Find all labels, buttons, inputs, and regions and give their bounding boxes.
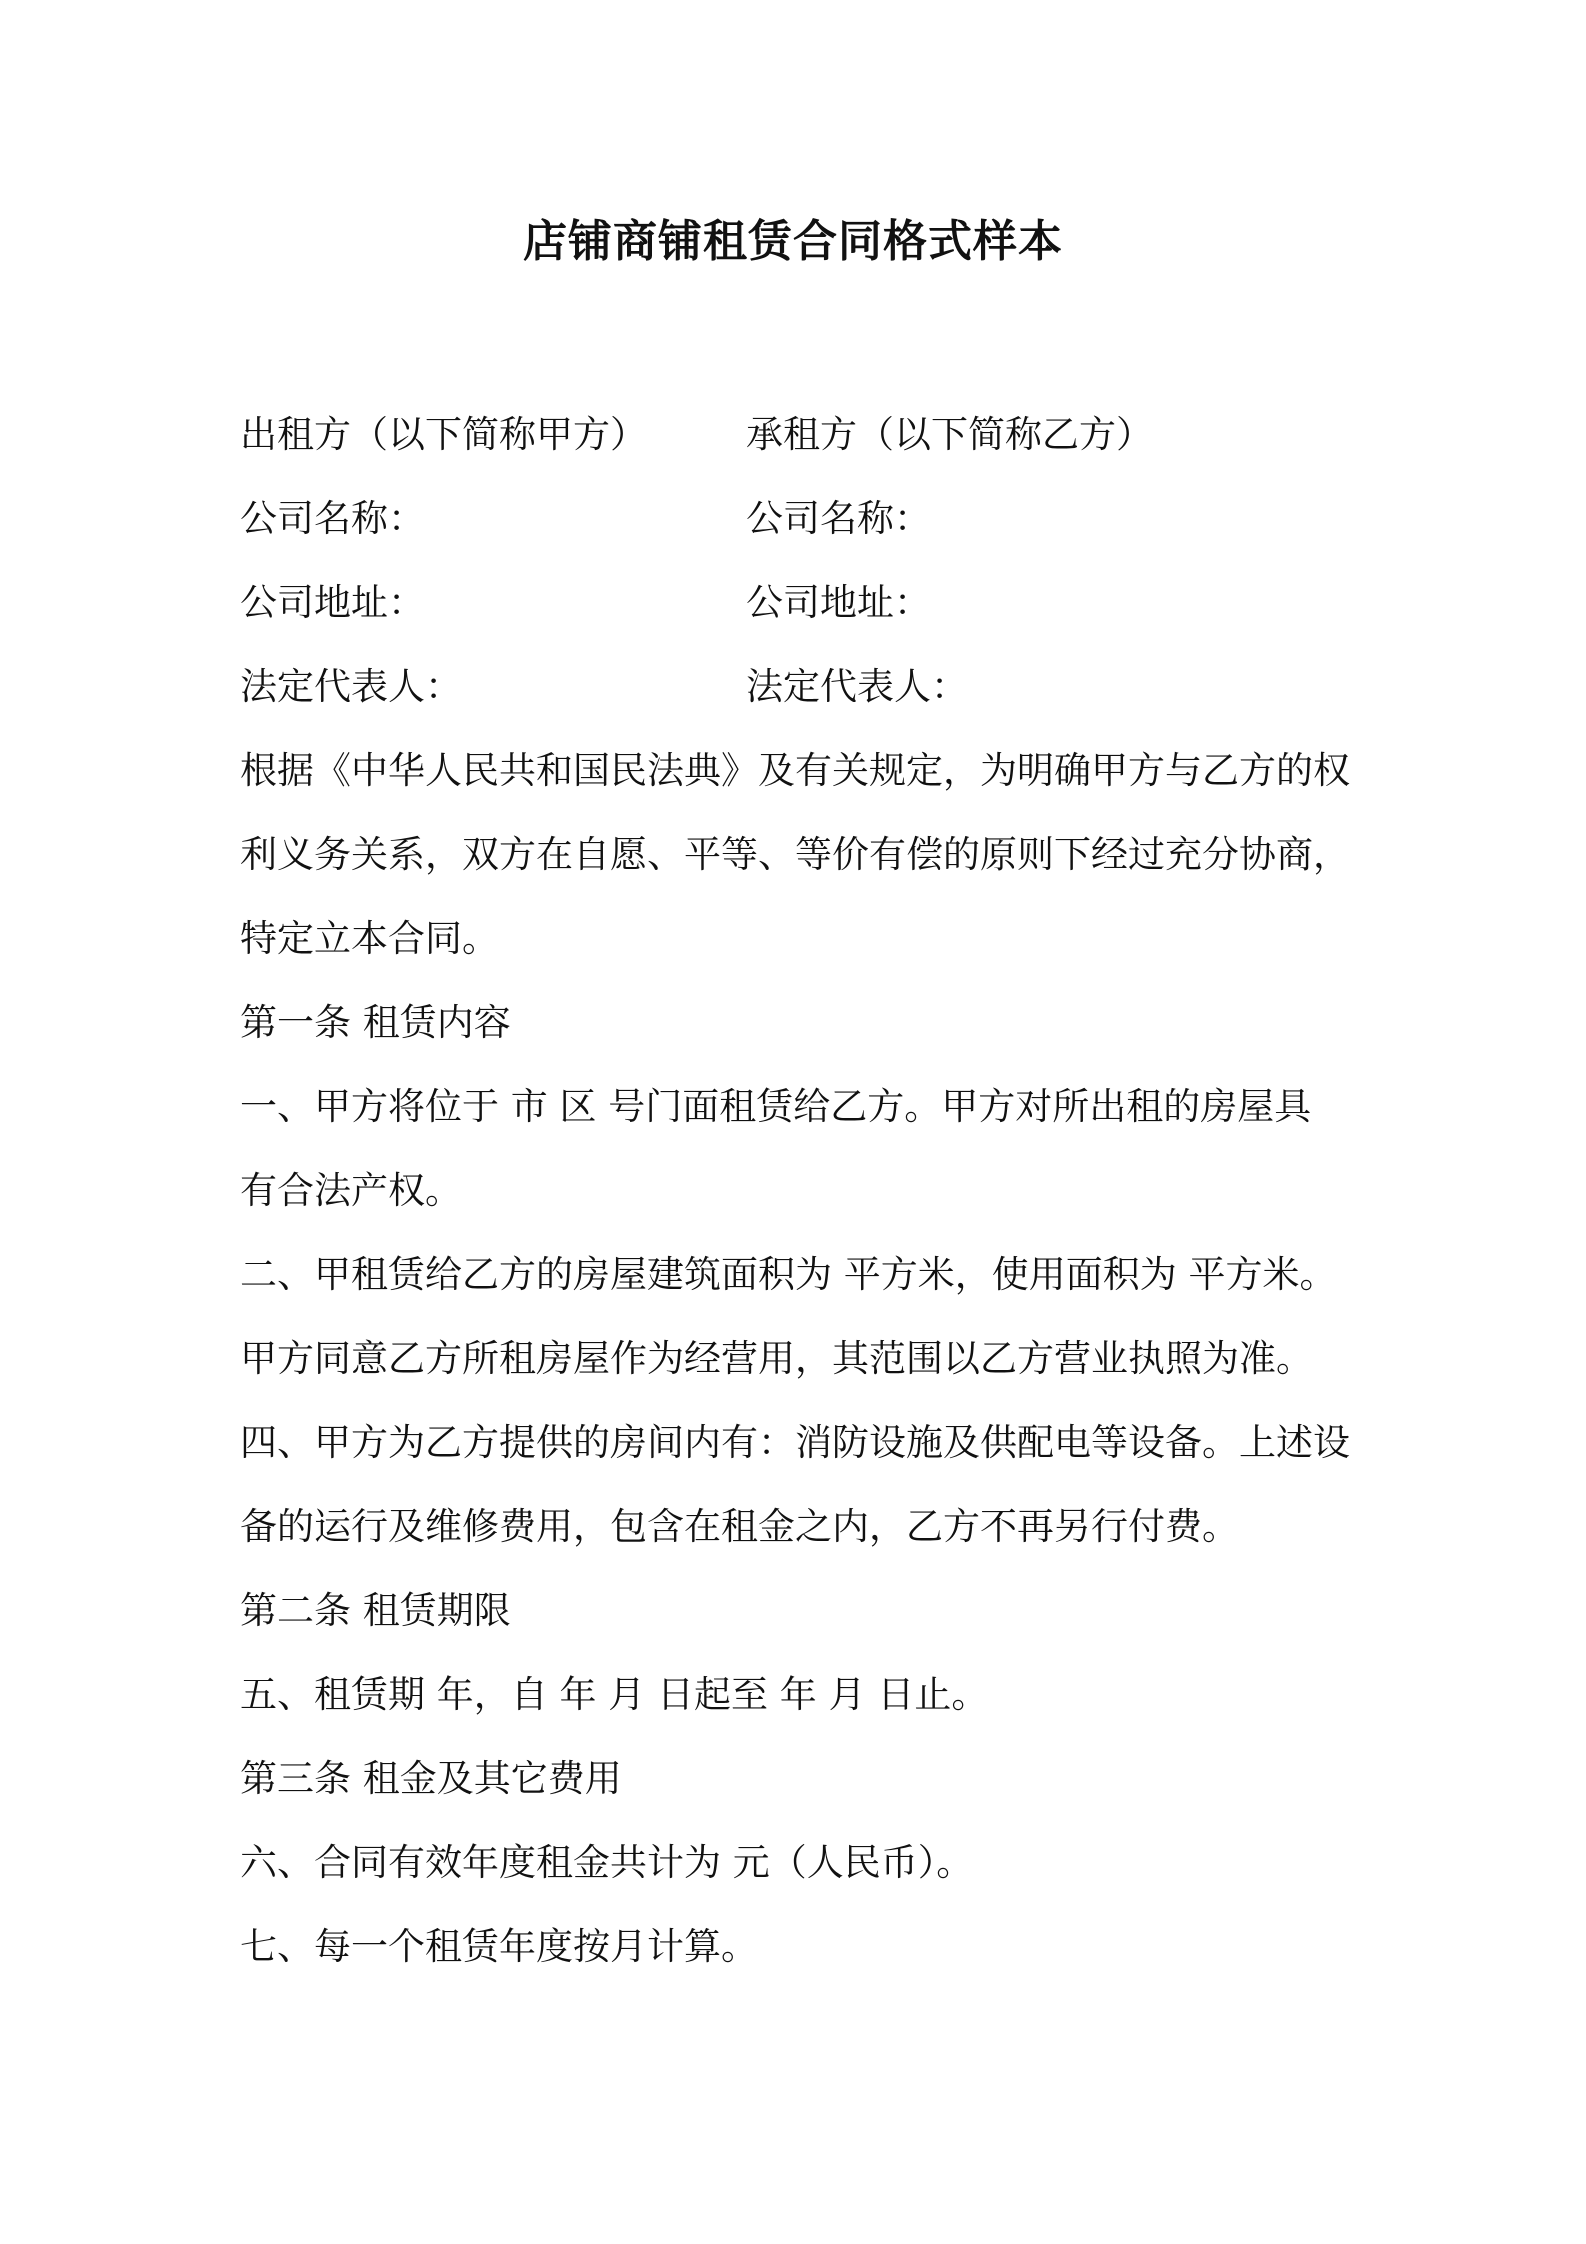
body-line: 六、合同有效年度租金共计为 元（人民币）。: [240, 1841, 974, 1884]
lessor-legal-rep: 法定代表人：: [240, 665, 462, 708]
article-heading: 第三条 租金及其它费用: [240, 1757, 622, 1800]
article-heading: 第一条 租赁内容: [240, 1001, 511, 1044]
document-title: 店铺商铺租赁合同格式样本: [523, 216, 1063, 267]
body-line: 特定立本合同。: [240, 917, 499, 960]
lessor-heading: 出租方（以下简称甲方）: [240, 413, 647, 456]
body-line: 一、甲方将位于 市 区 号门面租赁给乙方。甲方对所出租的房屋具: [240, 1085, 1312, 1128]
lessee-heading: 承租方（以下简称乙方）: [746, 413, 1153, 456]
body-line: 备的运行及维修费用，包含在租金之内，乙方不再另行付费。: [240, 1505, 1239, 1548]
body-line: 有合法产权。: [240, 1169, 462, 1212]
body-line: 利义务关系，双方在自愿、平等、等价有偿的原则下经过充分协商，: [240, 833, 1350, 876]
body-line: 七、每一个租赁年度按月计算。: [240, 1925, 758, 1968]
lessor-company-address: 公司地址：: [240, 581, 425, 624]
body-line: 四、甲方为乙方提供的房间内有：消防设施及供配电等设备。上述设: [240, 1421, 1350, 1464]
lessee-company-name: 公司名称：: [746, 497, 931, 540]
body-line: 甲方同意乙方所租房屋作为经营用，其范围以乙方营业执照为准。: [240, 1337, 1313, 1380]
body-line: 五、租赁期 年，自 年 月 日起至 年 月 日止。: [240, 1673, 989, 1716]
body-line: 二、甲租赁给乙方的房屋建筑面积为 平方米，使用面积为 平方米。: [240, 1253, 1337, 1296]
body-line: 根据《中华人民共和国民法典》及有关规定，为明确甲方与乙方的权: [240, 749, 1350, 792]
lessee-legal-rep: 法定代表人：: [746, 665, 968, 708]
article-heading: 第二条 租赁期限: [240, 1589, 511, 1632]
lessee-company-address: 公司地址：: [746, 581, 931, 624]
lessor-company-name: 公司名称：: [240, 497, 425, 540]
